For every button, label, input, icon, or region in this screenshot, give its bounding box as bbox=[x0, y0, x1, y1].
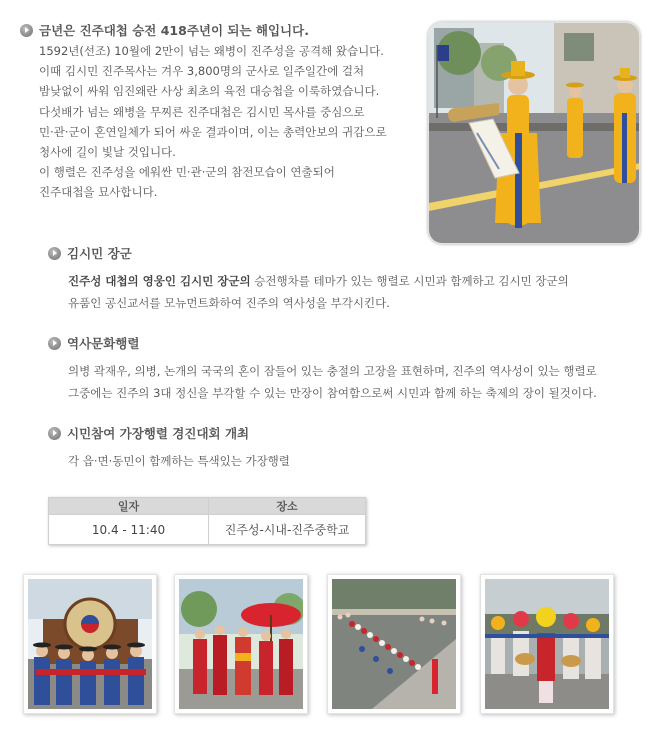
section-desc-line: 각 읍·면·동민이 함께하는 특색있는 가장행렬 bbox=[68, 454, 290, 468]
schedule-header-row bbox=[49, 498, 366, 515]
intro-body bbox=[39, 41, 420, 203]
schedule-header-date: 일자 bbox=[49, 498, 209, 515]
schedule-row bbox=[49, 515, 366, 545]
section-title-row bbox=[48, 424, 648, 442]
section-general-kim bbox=[48, 244, 648, 314]
section-title-row bbox=[48, 334, 648, 352]
red-parasol-illustration bbox=[179, 579, 303, 709]
schedule-table bbox=[48, 497, 366, 545]
intro-heading: 금년은 진주대첩 승전 418주년이 되는 해입니다. bbox=[39, 23, 309, 38]
section-desc bbox=[68, 450, 648, 472]
section-desc bbox=[68, 270, 648, 314]
street-parade-illustration bbox=[332, 579, 456, 709]
section-desc-line: 의병 곽재우, 의병, 논개의 국국의 혼이 잠들어 있는 충절의 고장을 표현하며, 진주의 역사성이 있는 행렬로 bbox=[68, 364, 597, 378]
section-history-culture bbox=[48, 334, 648, 404]
schedule-place: 진주성-시내-진주중학교 bbox=[209, 515, 366, 545]
section-desc bbox=[68, 360, 648, 404]
intro-line: 밤낮없이 싸워 임진왜란 사상 최초의 육전 대승첩을 이룩하였습니다. bbox=[39, 84, 380, 99]
thumbnail-drum-float[interactable] bbox=[23, 574, 157, 714]
intro-line: 이때 김시민 진주목사는 겨우 3,800명의 군사로 일주일간에 걸쳐 bbox=[39, 64, 365, 79]
section-title: 시민참여 가장행렬 경진대회 개최 bbox=[67, 426, 250, 441]
section-desc-line: 유품인 공신교서를 모뉴먼트화하여 진주의 역사성을 부각시킨다. bbox=[68, 296, 390, 310]
section-title: 김시민 장군 bbox=[67, 246, 132, 261]
section-citizen-parade bbox=[48, 424, 648, 472]
bullet-arrow-icon bbox=[48, 337, 61, 350]
section-title-row bbox=[48, 244, 648, 262]
section-desc-rest: 승전행차를 테마가 있는 행렬로 시민과 함께하고 김시민 장군의 bbox=[250, 274, 569, 288]
parade-trumpeter-illustration bbox=[429, 23, 640, 244]
intro-line: 이 행렬은 진주성을 에워싼 민·관·군의 참전모습이 연출되어 bbox=[39, 165, 335, 180]
intro-line: 민·관·군이 혼연일체가 되어 싸운 결과이며, 이는 총력안보의 귀감으로 bbox=[39, 124, 387, 139]
section-desc-line bbox=[68, 270, 648, 292]
bullet-arrow-icon bbox=[48, 427, 61, 440]
section-desc-bold: 진주성 대첩의 영웅인 김시민 장군의 bbox=[68, 274, 251, 288]
thumbnail-farmers-band[interactable] bbox=[480, 574, 614, 714]
bullet-arrow-icon bbox=[48, 247, 61, 260]
intro-line: 1592년(선조) 10월에 2만이 넘는 왜병이 진주성을 공격해 왔습니다. bbox=[39, 44, 384, 58]
section-desc-line: 그중에는 진주의 3대 정신을 부각할 수 있는 만장이 참여함으로써 시민과 함께 하는 축제의 장이 될것이다. bbox=[68, 386, 597, 400]
intro-heading-row bbox=[20, 20, 420, 40]
intro-line: 다섯배가 넘는 왜병을 무찌른 진주대첩은 김시민 목사를 중심으로 bbox=[39, 104, 365, 119]
intro-block bbox=[20, 20, 420, 203]
schedule-date: 10.4 - 11:40 bbox=[49, 515, 209, 545]
thumbnail-street-parade[interactable] bbox=[327, 574, 461, 714]
bullet-arrow-icon bbox=[20, 24, 33, 37]
intro-line: 청사에 길이 빛날 것입니다. bbox=[39, 145, 176, 160]
schedule-header-place: 장소 bbox=[209, 498, 366, 515]
intro-line: 진주대첩을 묘사합니다. bbox=[39, 185, 158, 200]
section-title: 역사문화행렬 bbox=[67, 336, 140, 351]
drum-float-illustration bbox=[28, 579, 152, 709]
hero-photo bbox=[428, 22, 640, 244]
farmers-band-illustration bbox=[485, 579, 609, 709]
thumbnail-red-parasol[interactable] bbox=[174, 574, 308, 714]
